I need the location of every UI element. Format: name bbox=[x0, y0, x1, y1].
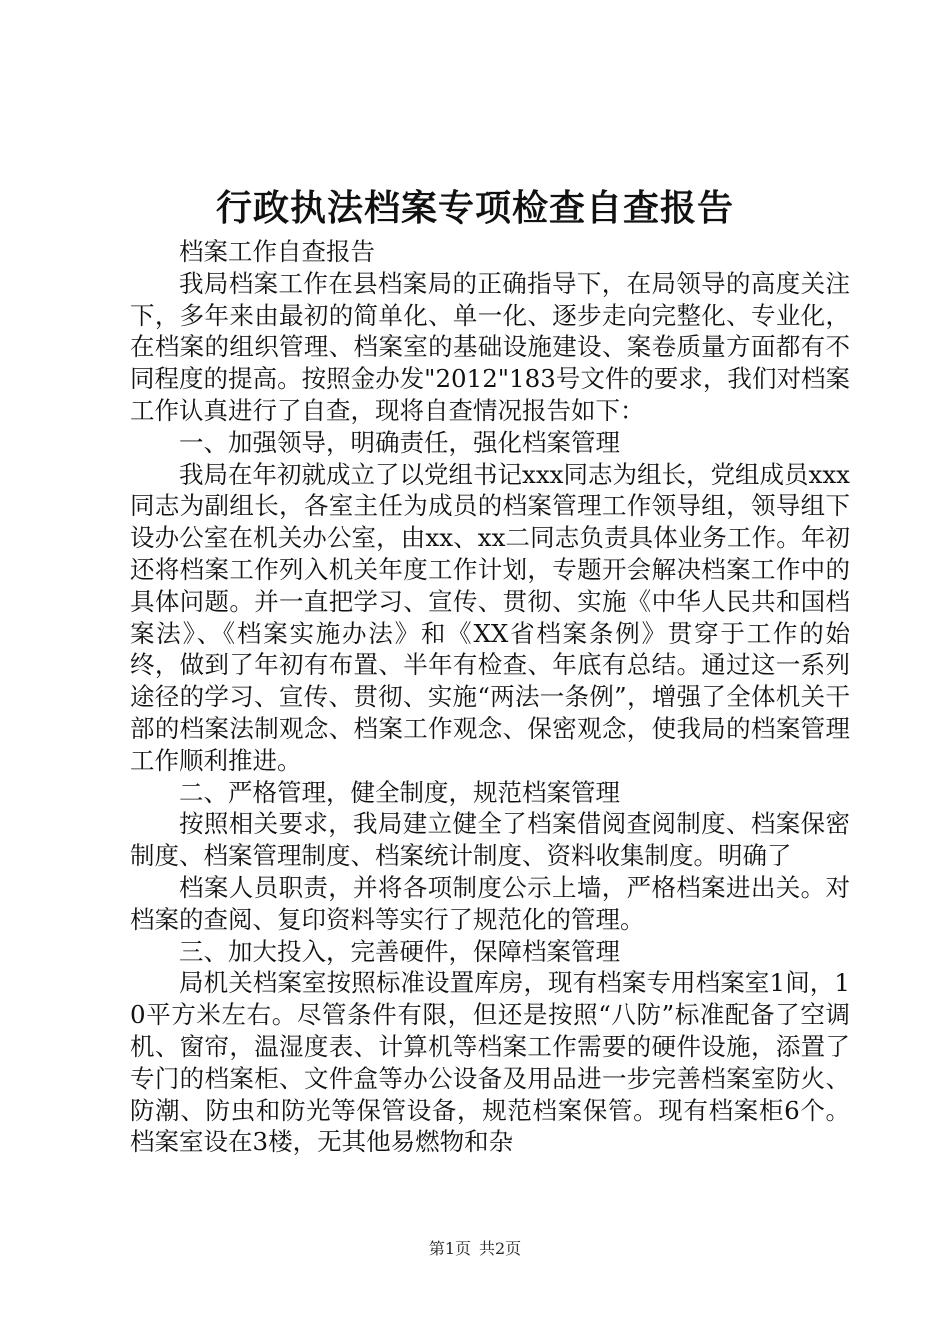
paragraph-section-3: 局机关档案室按照标准设置库房，现有档案专用档案室1间，10平方米左右。尽管条件有限，但还是按照“八防”标准配备了空调机、窗帘，温湿度表、计算机等档案工作需要的硬件设施，添置了专门的档案柜、文件盒等办公设备及用品进一步完善档案室防火、防潮、防虫和防光等保管设备，规范档案保管。现有档案柜6个。档案室设在3楼，无其他易燃物和杂 bbox=[130, 968, 850, 1157]
page-footer bbox=[0, 1238, 950, 1260]
page-number-total: 共2页 bbox=[479, 1239, 522, 1258]
paragraph-section-2a: 按照相关要求，我局建立健全了档案借阅查阅制度、档案保密制度、档案管理制度、档案统计制度、资料收集制度。明确了 bbox=[130, 809, 850, 871]
paragraph-section-1: 我局在年初就成立了以党组书记xxx同志为组长，党组成员xxx同志为副组长，各室主任为成员的档案管理工作领导组，领导组下设办公室在机关办公室，由xx、xx二同志负责具体业务工作。年初还将档案工作列入机关年度工作计划，专题开会解决档案工作中的具体问题。并一直把学习、宣传、贯彻、实施《中华人民共和国档案法》、《档案实施办法》和《XX省档案条例》贯穿于工作的始终，做到了年初有布置、半年有检查、年底有总结。通过这一系列途径的学习、宣传、贯彻、实施“两法一条例”，增强了全体机关干部的档案法制观念、档案工作观念、保密观念，使我局的档案管理工作顺利推进。 bbox=[130, 459, 850, 775]
page-number-current: 第1页 bbox=[428, 1239, 471, 1258]
section-heading-3: 三、加大投入，完善硬件，保障档案管理 bbox=[179, 936, 620, 966]
section-heading-2: 二、严格管理，健全制度，规范档案管理 bbox=[179, 777, 620, 807]
paragraph-section-2b: 档案人员职责，并将各项制度公示上墙，严格档案进出关。对档案的查阅、复印资料等实行了规范化的管理。 bbox=[130, 872, 850, 934]
document-body bbox=[130, 236, 850, 1158]
document-title: 行政执法档案专项检查自查报告 bbox=[215, 187, 734, 229]
paragraph-intro: 我局档案工作在县档案局的正确指导下，在局领导的高度关注下，多年来由最初的简单化、单一化、逐步走向完整化、专业化，在档案的组织管理、档案室的基础设施建设、案卷质量方面都有不同程度的提高。按照金办发"2012"183号文件的要求，我们对档案工作认真进行了自查，现将自查情况报告如下： bbox=[130, 268, 850, 425]
paragraph-subtitle: 档案工作自查报告 bbox=[179, 237, 375, 266]
section-heading-1: 一、加强领导，明确责任，强化档案管理 bbox=[179, 427, 620, 457]
